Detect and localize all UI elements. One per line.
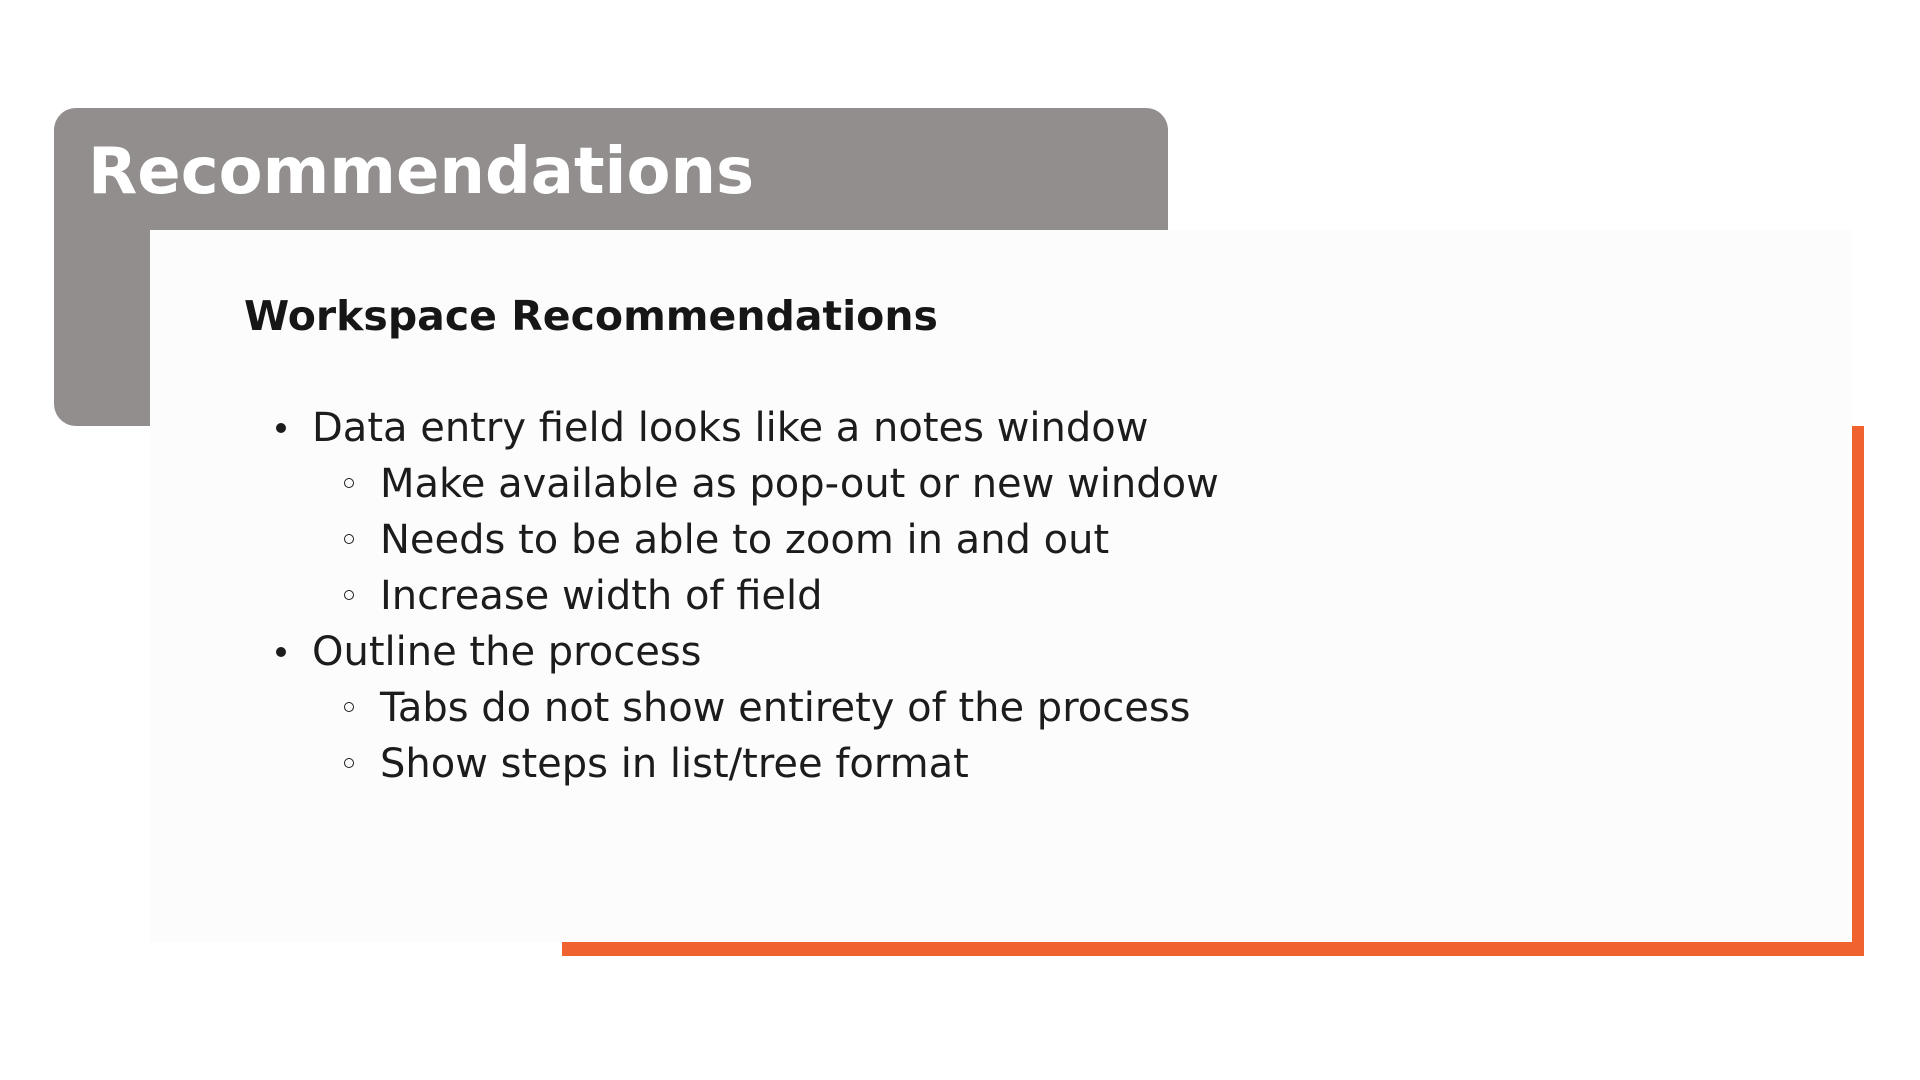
content-card — [150, 230, 1852, 942]
sub-bullet-ring-icon — [344, 590, 354, 600]
bullet-text: Data entry field looks like a notes window — [312, 405, 1149, 451]
bullet-dot-icon — [276, 647, 286, 657]
bullet-dot-icon — [276, 423, 286, 433]
section-heading: Workspace Recommendations — [244, 292, 938, 340]
sub-bullet-ring-icon — [344, 758, 354, 768]
sub-bullet-text: Needs to be able to zoom in and out — [380, 517, 1110, 563]
sub-bullet-text: Make available as pop-out or new window — [380, 461, 1219, 507]
sub-bullet-ring-icon — [344, 702, 354, 712]
sub-bullet-text: Increase width of field — [380, 573, 823, 619]
sub-bullet-text: Tabs do not show entirety of the process — [380, 685, 1191, 731]
sub-bullet-ring-icon — [344, 478, 354, 488]
bullet-text: Outline the process — [312, 629, 702, 675]
sub-bullet-text: Show steps in list/tree format — [380, 741, 969, 787]
page-title: Recommendations — [88, 135, 755, 209]
sub-bullet-ring-icon — [344, 534, 354, 544]
